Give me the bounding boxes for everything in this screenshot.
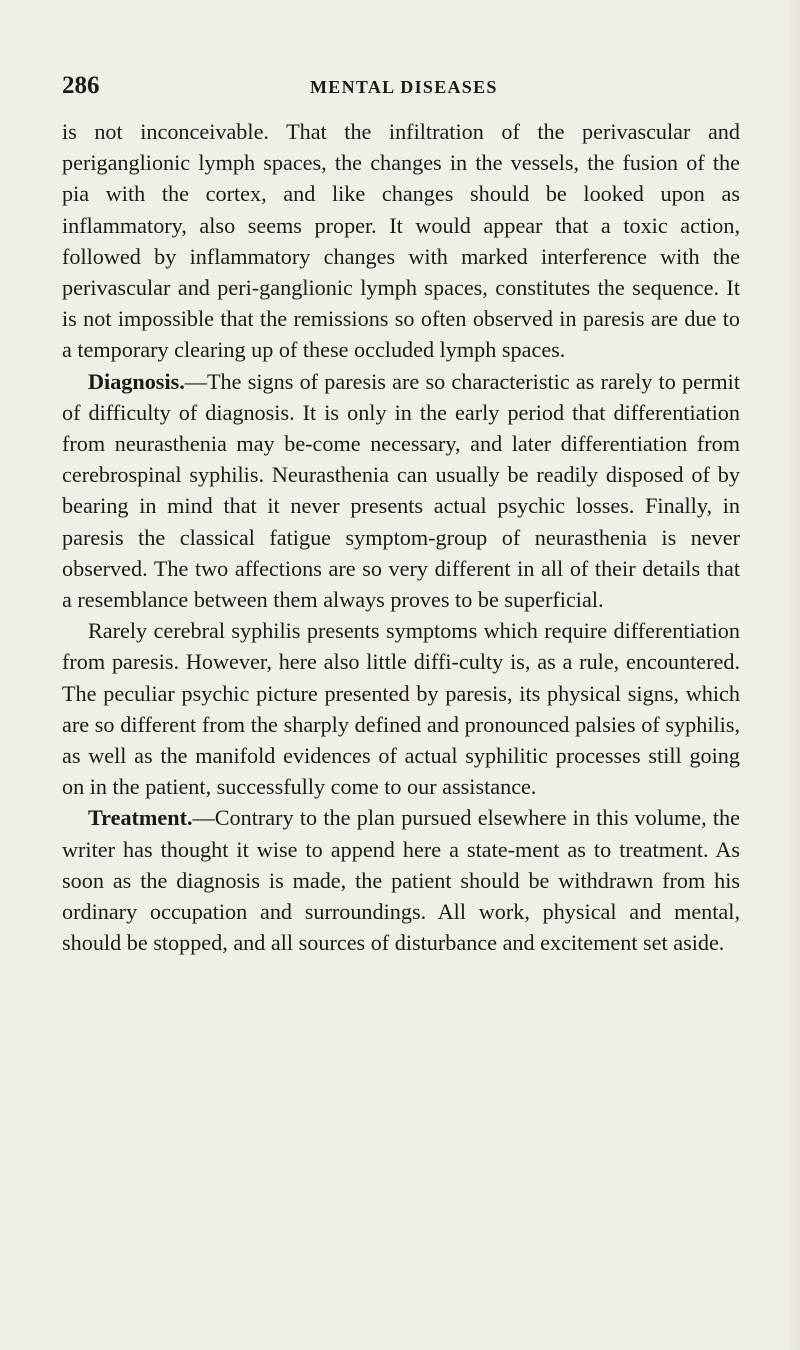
page-edge-shadow [786,0,800,1350]
paragraph-cerebral-syphilis [62,615,740,802]
running-head: MENTAL DISEASES [310,77,498,97]
paragraph-diagnosis [62,366,740,616]
body-text [62,116,740,958]
paragraph-text: is not inconceivable. That the infiltration of the perivascular and periganglionic lymph spaces, the changes in the vessels, the fusion of the pia with the cortex, and like changes should be looked upon as inflammatory, also seems proper. It would appear that a toxic action, followed by inflammatory changes with marked interference with the perivascular and peri-ganglionic lymph spaces, constitutes the sequence. It is not impossible that the remissions so often observed in paresis are due to a temporary clearing up of these occluded lymph spaces. [62,119,740,363]
page-header [62,72,740,108]
paragraph-text: —Contrary to the plan pursued elsewhere in this volume, the writer has thought it wise to append here a state-ment as to treatment. As soon as the diagnosis is made, the patient should be withdrawn from his ordinary occupation and surroundings. All work, physical and mental, should be stopped, and all sources of disturbance and excitement set aside. [62,805,740,956]
section-heading-diagnosis: Diagnosis. [88,368,185,394]
book-page [62,72,740,958]
paragraph-treatment [62,802,740,958]
paragraph-text: Rarely cerebral syphilis presents symptoms which require differentiation from paresis. However, here also little diffi-culty is, as a rule, encountered. The peculiar psychic picture presented by paresis, its physical signs, which are so different from the sharply defined and pronounced palsies of syphilis, as well as the manifold evidences of actual syphilitic processes still going on in the patient, successfully come to our assistance. [62,618,740,800]
page-number: 286 [62,72,100,99]
paragraph-text: —The signs of paresis are so characteristic as rarely to permit of difficulty of diagnosis. It is only in the early period that differentiation from neurasthenia may be-come necessary, and later differentiation from cerebrospinal syphilis. Neurasthenia can usually be readily disposed of by bearing in mind that it never presents actual psychic losses. Finally, in paresis the classical fatigue symptom-group of neurasthenia is never observed. The two affections are so very different in all of their details that a resemblance between them always proves to be superficial. [62,368,740,613]
paragraph-continuation [62,116,740,366]
section-heading-treatment: Treatment. [88,805,193,831]
